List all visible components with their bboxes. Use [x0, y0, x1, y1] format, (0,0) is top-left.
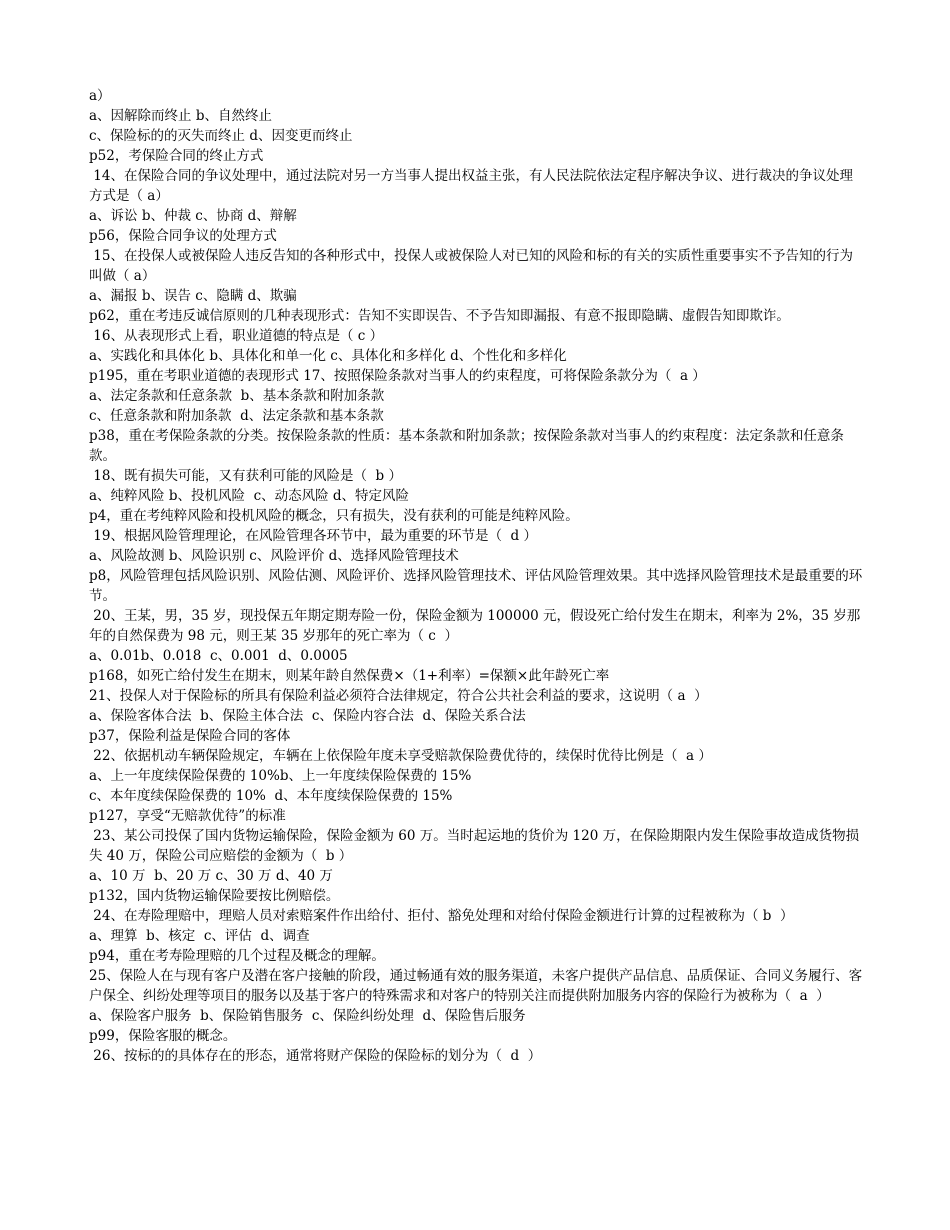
text-line: a、0.01b、0.018 c、0.001 d、0.0005	[89, 648, 348, 664]
text-line: a、上一年度续保险保费的 10%b、上一年度续保险保费的 15%	[89, 768, 472, 784]
question-text: 24、在寿险理赔中，理赔人员对索赔案件作出给付、拒付、豁免处理和对给付保险金额进行计算的过程被称为（ b ）	[89, 908, 794, 924]
text-line: p168，如死亡给付发生在期末，则某年龄自然保费×（1+利率）=保额×此年龄死亡率	[89, 668, 610, 684]
text-line: a、10 万 b、20 万 c、30 万 d、40 万	[89, 868, 333, 884]
text-line: a、漏报 b、误告 c、隐瞒 d、欺骗	[89, 288, 297, 304]
text-line: a）	[89, 88, 111, 104]
text-line: c、本年度续保险保费的 10% d、本年度续保险保费的 15%	[89, 788, 453, 804]
text-line: a、风险故测 b、风险识别 c、风险评价 d、选择风险管理技术	[89, 548, 459, 564]
text-line: a、因解除而终止 b、自然终止	[89, 108, 272, 124]
text-line: p94，重在考寿险理赔的几个过程及概念的理解。	[89, 948, 385, 964]
question-text: 16、从表现形式上看，职业道德的特点是（ c ）	[89, 328, 384, 344]
question-text: 20、王某，男，35 岁，现投保五年期定期寿险一份，保险金额为 100000 元，假设死亡给付发生在期末，利率为 2%，35 岁那年的自然保费为 98 元，则王某 35 岁那年的死亡率为（ c ）	[89, 608, 861, 644]
text-line: p52，考保险合同的终止方式	[89, 148, 264, 164]
question-text: 23、某公司投保了国内货物运输保险，保险金额为 60 万。当时起运地的货价为 120 万，在保险期限内发生保险事故造成货物损失 40 万，保险公司应赔偿的金额为（ b ）	[89, 828, 860, 864]
text-line: p4，重在考纯粹风险和投机风险的概念，只有损失，没有获利的可能是纯粹风险。	[89, 508, 579, 524]
text-line: p8，风险管理包括风险识别、风险估测、风险评价、选择风险管理技术、评估风险管理效果。其中选择风险管理技术是最重要的环节。	[89, 568, 863, 604]
text-line: a、法定条款和任意条款 b、基本条款和附加条款	[89, 388, 385, 404]
text-line: a、纯粹风险 b、投机风险 c、动态风险 d、特定风险	[89, 488, 410, 504]
text-line: p37，保险利益是保险合同的客体	[89, 728, 291, 744]
text-line: a、保险客体合法 b、保险主体合法 c、保险内容合法 d、保险关系合法	[89, 708, 526, 724]
text-line: a、理算 b、核定 c、评估 d、调查	[89, 928, 310, 944]
question-text: 22、依据机动车辆保险规定，车辆在上依保险年度未享受赔款保险费优待的，续保时优待比例是（ a ）	[89, 748, 712, 764]
text-line: p132，国内货物运输保险要按比例赔偿。	[89, 888, 340, 904]
text-line: p56，保险合同争议的处理方式	[89, 228, 277, 244]
text-line: p99，保险客服的概念。	[89, 1028, 237, 1044]
text-line: p127，享受“无赔款优待”的标准	[89, 808, 286, 824]
question-text: 15、在投保人或被保险人违反告知的各种形式中，投保人或被保险人对已知的风险和标的有关的实质性重要事实不予告知的行为叫做（ a）	[89, 248, 853, 284]
question-text: 19、根据风险管理理论，在风险管理各环节中，最为重要的环节是（ d ）	[89, 528, 537, 544]
text-line: p62，重在考违反诚信原则的几种表现形式：告知不实即误告、不予告知即漏报、有意不报即隐瞒、虚假告知即欺诈。	[89, 308, 790, 324]
question-text: 25、保险人在与现有客户及潜在客户接触的阶段，通过畅通有效的服务渠道，未客户提供产品信息、品质保证、合同义务履行、客户保全、纠纷处理等项目的服务以及基于客户的特殊需求和对客户的特别关注而提供附加服务内容的保险行为被称为（ a ）	[89, 968, 863, 1004]
question-text: 26、按标的的具体存在的形态，通常将财产保险的保险标的划分为（ d ）	[89, 1048, 542, 1064]
text-line: a、实践化和具体化 b、具体化和单一化 c、具体化和多样化 d、个性化和多样化	[89, 348, 567, 364]
text-line: c、保险标的的灭失而终止 d、因变更而终止	[89, 128, 353, 144]
text-line: a、保险客户服务 b、保险销售服务 c、保险纠纷处理 d、保险售后服务	[89, 1008, 526, 1024]
text-line: c、任意条款和附加条款 d、法定条款和基本条款	[89, 408, 384, 424]
question-text: 18、既有损失可能，又有获利可能的风险是（ b ）	[89, 468, 402, 484]
document-page	[89, 86, 865, 1066]
text-line: p195，重在考职业道德的表现形式 17、按照保险条款对当事人的约束程度，可将保险条款分为（ a ）	[89, 368, 706, 384]
text-line: a、诉讼 b、仲裁 c、协商 d、辩解	[89, 208, 297, 224]
text-line: p38，重在考保险条款的分类。按保险条款的性质：基本条款和附加条款；按保险条款对当事人的约束程度：法定条款和任意条款。	[89, 428, 844, 464]
question-text: 21、投保人对于保险标的所具有保险利益必须符合法律规定，符合公共社会利益的要求，这说明（ a ）	[89, 688, 708, 704]
question-text: 14、在保险合同的争议处理中，通过法院对另一方当事人提出权益主张，有人民法院依法定程序解决争议、进行裁决的争议处理方式是（ a）	[89, 168, 853, 204]
